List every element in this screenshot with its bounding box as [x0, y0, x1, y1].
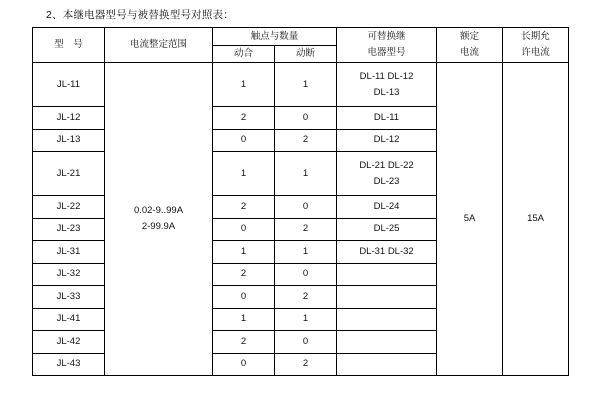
- cell-model: JL-42: [33, 331, 105, 354]
- replaceable-line1: DL-11 DL-12: [359, 70, 414, 82]
- cell-replaceable: [337, 353, 437, 376]
- cell-model: JL-33: [33, 286, 105, 309]
- header-replaceable-line1: 可替换继: [367, 31, 406, 43]
- cell-model: JL-22: [33, 196, 105, 219]
- cell-contacts-break: 2: [275, 129, 337, 152]
- cell-contacts-make: 2: [213, 107, 275, 130]
- cell-replaceable: [337, 263, 437, 286]
- cell-replaceable: DL-12: [337, 129, 437, 152]
- cell-model: JL-23: [33, 218, 105, 241]
- cell-contacts-break: 2: [275, 218, 337, 241]
- cell-rated-current: 5A: [437, 63, 503, 376]
- cell-contacts-break: 0: [275, 263, 337, 286]
- header-rated-line2: 电流: [460, 47, 480, 58]
- cell-replaceable: DL-31 DL-32: [337, 241, 437, 264]
- table-caption: 2、本继电器型号与被替换型号对照表：: [46, 9, 234, 21]
- cell-contacts-make: 0: [213, 218, 275, 241]
- cell-model: JL-11: [33, 63, 105, 107]
- header-replaceable-model: [337, 28, 437, 63]
- cell-replaceable: DL-11: [337, 107, 437, 130]
- cell-contacts-break: 0: [275, 196, 337, 219]
- cell-contacts-make: 0: [213, 286, 275, 309]
- header-permissible-line2: 许电流: [521, 47, 550, 58]
- table-header-row: [33, 28, 569, 46]
- cell-contacts-break: 0: [275, 331, 337, 354]
- cell-replaceable: [337, 152, 437, 196]
- cell-replaceable: [337, 63, 437, 107]
- table-row: [33, 63, 569, 107]
- cell-model: JL-32: [33, 263, 105, 286]
- cell-contacts-make: 0: [213, 129, 275, 152]
- replaceable-line2: DL-23: [373, 175, 400, 187]
- header-permissible-line1: 长期允: [521, 31, 550, 43]
- cell-contacts-break: 2: [275, 286, 337, 309]
- cell-model: JL-41: [33, 308, 105, 331]
- cell-contacts-make: 1: [213, 241, 275, 264]
- replaceable-line1: DL-21 DL-22: [359, 159, 414, 171]
- cell-current-range: [105, 63, 213, 376]
- cell-replaceable: [337, 308, 437, 331]
- cell-contacts-break: 2: [275, 353, 337, 376]
- cell-contacts-break: 1: [275, 63, 337, 107]
- header-contacts-group: 触点与数量: [213, 28, 337, 46]
- table-body: [33, 63, 569, 376]
- relay-comparison-table: [32, 27, 569, 376]
- header-model: 型 号: [33, 28, 105, 63]
- header-rated-line1: 额定: [460, 31, 480, 43]
- cell-contacts-make: 1: [213, 308, 275, 331]
- cell-contacts-break: 1: [275, 308, 337, 331]
- header-current-range: 电流整定范围: [105, 28, 213, 63]
- cell-contacts-break: 1: [275, 152, 337, 196]
- current-range-line1: 0.02-9..99A: [133, 205, 184, 217]
- cell-model: JL-43: [33, 353, 105, 376]
- cell-permissible-current: 15A: [503, 63, 569, 376]
- cell-replaceable: DL-24: [337, 196, 437, 219]
- cell-model: JL-31: [33, 241, 105, 264]
- cell-contacts-make: 1: [213, 63, 275, 107]
- current-range-line2: 2-99.9A: [141, 221, 176, 232]
- cell-contacts-make: 2: [213, 331, 275, 354]
- cell-contacts-make: 2: [213, 263, 275, 286]
- header-replaceable-line2: 电器型号: [367, 47, 406, 58]
- header-contacts-break: 动断: [275, 46, 337, 63]
- header-rated-current: [437, 28, 503, 63]
- cell-contacts-make: 1: [213, 152, 275, 196]
- cell-contacts-break: 1: [275, 241, 337, 264]
- cell-model: JL-12: [33, 107, 105, 130]
- header-contacts-make: 动合: [213, 46, 275, 63]
- cell-contacts-make: 2: [213, 196, 275, 219]
- cell-contacts-break: 0: [275, 107, 337, 130]
- cell-model: JL-13: [33, 129, 105, 152]
- replaceable-line2: DL-13: [373, 86, 400, 98]
- cell-model: JL-21: [33, 152, 105, 196]
- header-permissible-current: [503, 28, 569, 63]
- cell-contacts-make: 0: [213, 353, 275, 376]
- cell-replaceable: [337, 331, 437, 354]
- cell-replaceable: DL-25: [337, 218, 437, 241]
- cell-replaceable: [337, 286, 437, 309]
